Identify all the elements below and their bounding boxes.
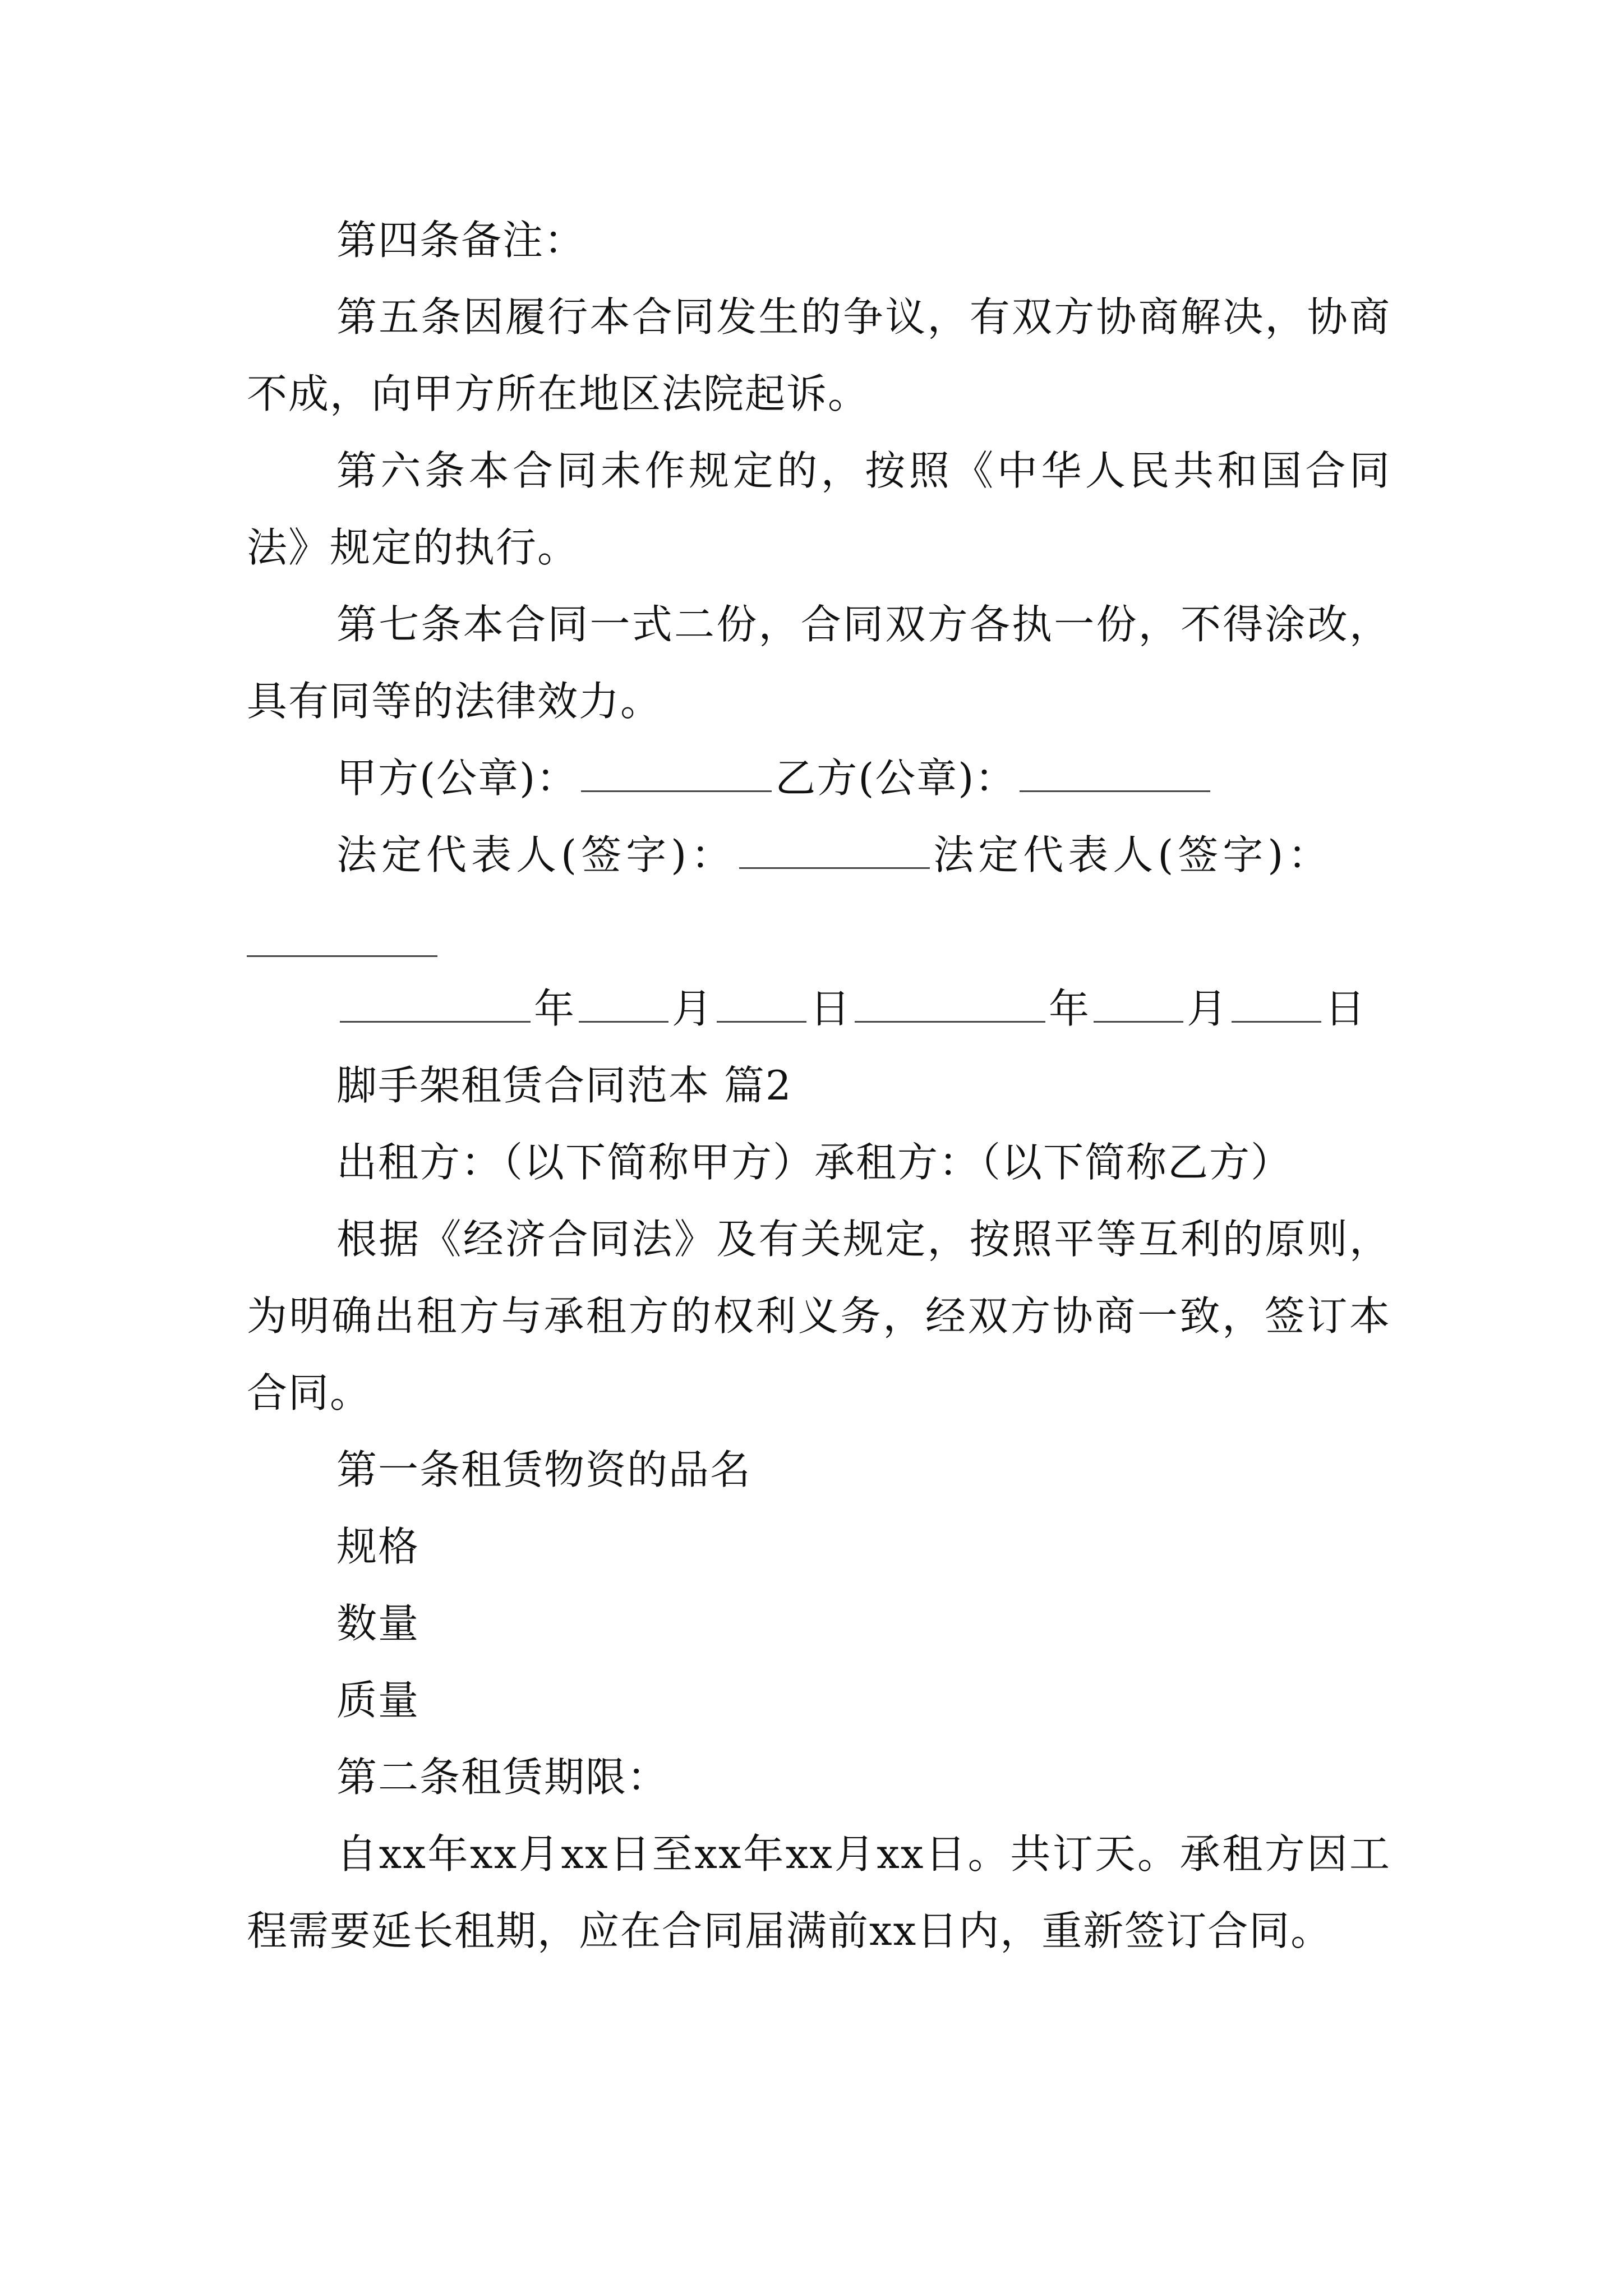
date-line <box>247 970 1391 1047</box>
party-b-seal-label: 乙方(公章)： <box>775 754 1017 802</box>
article-6: 第六条本合同未作规定的，按照《中华人民共和国合同法》规定的执行。 <box>247 447 1391 571</box>
quality-item: 质量 <box>336 1677 420 1724</box>
rep-a-blank <box>739 828 930 869</box>
quantity-item: 数量 <box>336 1600 420 1647</box>
section-2-article-2: 第二条租赁期限： <box>336 1754 669 1801</box>
document-body <box>247 202 1391 1970</box>
section-2-title: 脚手架租赁合同范本 篇2 <box>336 1062 792 1109</box>
rep-b-label: 法定代表人(签字)： <box>933 831 1333 878</box>
date-b-year-label: 年 <box>1049 985 1091 1032</box>
date-b-month-label: 月 <box>1187 985 1229 1032</box>
article-4: 第四条备注： <box>336 217 586 264</box>
date-b-month-blank <box>1094 982 1183 1023</box>
representative-line <box>247 817 1391 894</box>
date-b-day-blank <box>1232 982 1321 1023</box>
article-5: 第五条因履行本合同发生的争议，有双方协商解决，协商不成，向甲方所在地区法院起诉。 <box>247 293 1391 417</box>
date-a-year-blank <box>340 982 531 1023</box>
date-a-day-blank <box>717 982 806 1023</box>
seal-line <box>247 740 1391 817</box>
lease-term: 自xx年xx月xx日至xx年xx月xx日。共订天。承租方因工程需要延长租期，应在合同届满前xx日内，重新签订合同。 <box>247 1830 1391 1954</box>
article-7: 第七条本合同一式二份，合同双方各执一份，不得涂改，具有同等的法律效力。 <box>247 601 1391 725</box>
party-a-seal-blank <box>581 751 772 792</box>
section-2-article-1: 第一条租赁物资的品名 <box>336 1446 752 1493</box>
date-b-day-label: 日 <box>1325 985 1367 1032</box>
section-2-intro: 根据《经济合同法》及有关规定，按照平等互利的原则，为明确出租方与承租方的权利义务，经双方协商一致，签订本合同。 <box>247 1216 1391 1416</box>
party-a-seal-label: 甲方(公章)： <box>336 754 578 802</box>
rep-b-blank <box>247 916 437 957</box>
date-a-day-label: 日 <box>810 985 852 1032</box>
date-a-month-blank <box>579 982 668 1023</box>
date-a-year-label: 年 <box>534 985 576 1032</box>
date-b-year-blank <box>855 982 1045 1023</box>
spec-item: 规格 <box>336 1523 420 1570</box>
section-2-parties: 出租方：（以下简称甲方）承租方：（以下简称乙方） <box>336 1139 1293 1186</box>
rep-a-label: 法定代表人(签字)： <box>336 831 736 878</box>
party-b-seal-blank <box>1020 751 1210 792</box>
date-a-month-label: 月 <box>672 985 714 1032</box>
rep-b-blank-row <box>247 894 1391 970</box>
